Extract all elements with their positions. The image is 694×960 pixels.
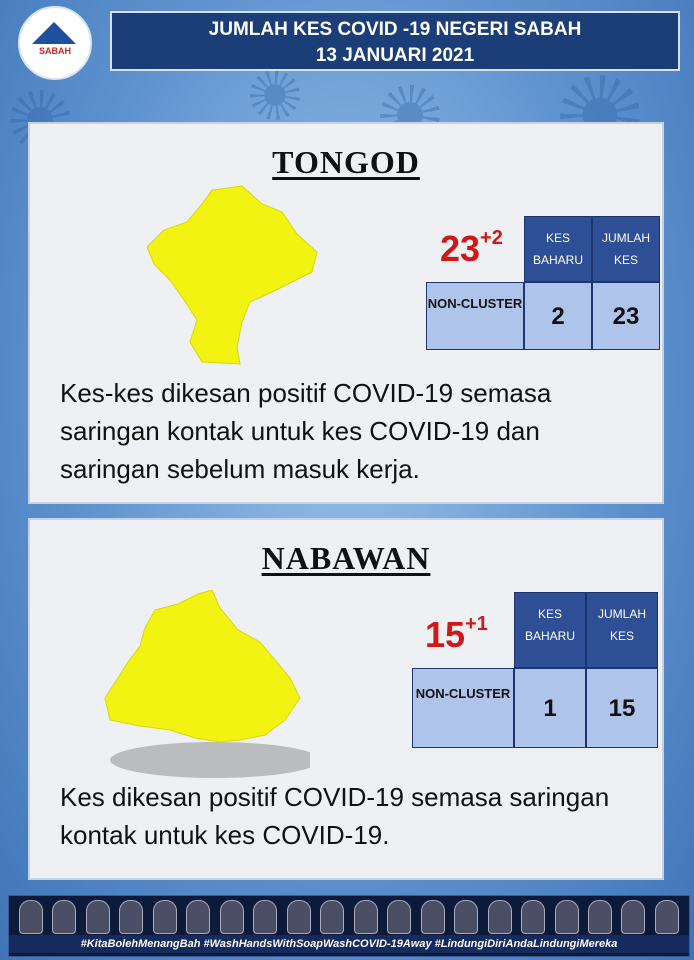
- total-with-increase: [425, 614, 488, 656]
- district-name: NABAWAN: [261, 540, 431, 576]
- virus-decoration: [250, 70, 300, 120]
- district-panel-nabawan: [28, 518, 664, 880]
- district-name: TONGOD: [272, 144, 420, 180]
- total-cases-value: 23: [592, 282, 660, 350]
- title-line-1: JUMLAH KES COVID -19 NEGERI SABAH: [208, 19, 582, 40]
- frontliner-figures-image: [19, 900, 679, 934]
- page-title: [110, 11, 680, 71]
- col-header-kes-baharu: KES BAHARU: [524, 216, 592, 282]
- increase-number: +1: [465, 613, 488, 635]
- new-cases-value: 2: [524, 282, 592, 350]
- footer-banner: [8, 895, 690, 957]
- col-header-kes-baharu: KES BAHARU: [514, 592, 586, 668]
- col-header-jumlah-kes: JUMLAH KES: [592, 216, 660, 282]
- hashtags: #KitaBolehMenangBah #WashHandsWithSoapWashCOVID-19Away #LindungiDiriAndaLindungiMereka: [9, 935, 689, 953]
- title-line-2: 13 JANUARI 2021: [315, 45, 475, 66]
- total-number: 15: [425, 614, 466, 655]
- logo-text: SABAH: [38, 46, 71, 56]
- row-label-non-cluster: NON-CLUSTER: [426, 282, 524, 350]
- col-header-jumlah-kes: JUMLAH KES: [586, 592, 658, 668]
- tongod-map-image: [142, 182, 327, 367]
- total-cases-value: 15: [586, 668, 658, 748]
- district-panel-tongod: [28, 122, 664, 504]
- nabawan-map-image: [100, 590, 310, 780]
- case-description: Kes-kes dikesan positif COVID-19 semasa saringan kontak untuk kes COVID-19 dan saringan sebelum masuk kerja.: [60, 378, 552, 484]
- total-number: 23: [440, 228, 481, 269]
- total-with-increase: [440, 228, 503, 270]
- new-cases-value: 1: [514, 668, 586, 748]
- case-description: Kes dikesan positif COVID-19 semasa saringan kontak untuk kes COVID-19.: [60, 782, 610, 850]
- increase-number: +2: [480, 227, 503, 249]
- row-label-non-cluster: NON-CLUSTER: [412, 668, 514, 748]
- sabah-logo: [18, 6, 92, 80]
